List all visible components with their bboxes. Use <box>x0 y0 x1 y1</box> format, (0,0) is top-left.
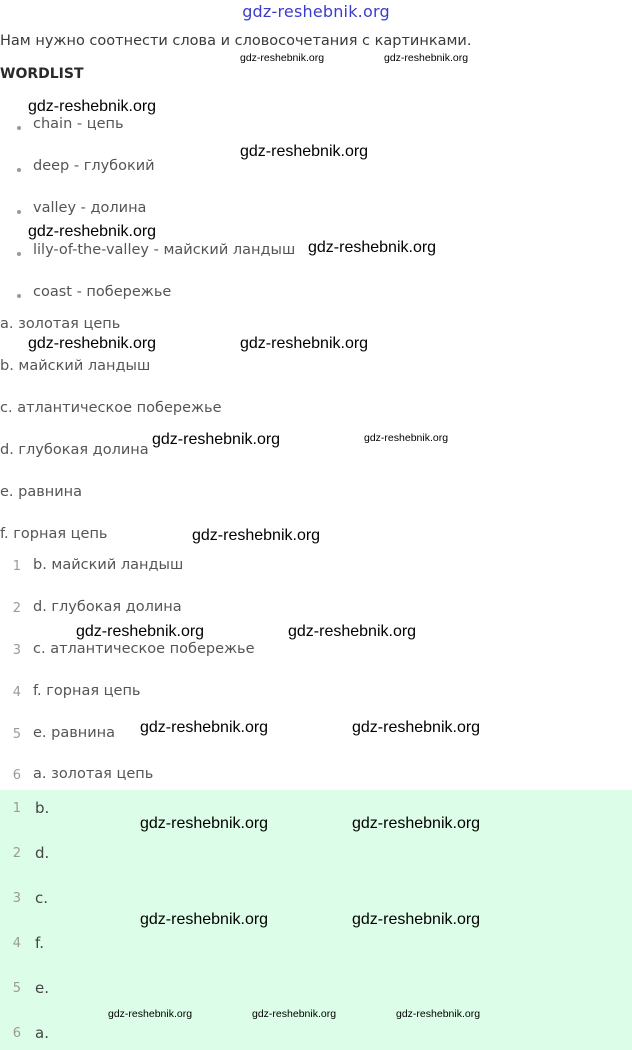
watermark: gdz-reshebnik.org <box>240 143 369 160</box>
watermark: gdz-reshebnik.org <box>288 623 417 640</box>
match-number: 5 <box>12 727 21 742</box>
site-title[interactable]: gdz-reshebnik.org <box>242 2 390 21</box>
watermark: gdz-reshebnik.org <box>396 1008 481 1020</box>
bullet-icon <box>17 294 21 298</box>
watermark: gdz-reshebnik.org <box>140 815 269 832</box>
watermark: gdz-reshebnik.org <box>28 335 157 352</box>
answer-number: 6 <box>12 1026 21 1041</box>
match-number: 4 <box>12 685 21 700</box>
watermark: gdz-reshebnik.org <box>352 911 481 928</box>
wordlist-item: valley - долина <box>33 200 147 216</box>
bullet-icon <box>17 126 21 130</box>
watermark: gdz-reshebnik.org <box>308 239 437 256</box>
watermark: gdz-reshebnik.org <box>108 1008 193 1020</box>
watermark: gdz-reshebnik.org <box>352 719 481 736</box>
match-text: a. золотая цепь <box>33 766 154 782</box>
watermark: gdz-reshebnik.org <box>240 52 325 64</box>
wordlist-heading: WORDLIST <box>0 66 84 82</box>
watermark: gdz-reshebnik.org <box>240 335 369 352</box>
answer-number: 4 <box>12 936 21 951</box>
answer-number: 2 <box>12 846 21 861</box>
match-text: d. глубокая долина <box>33 599 182 615</box>
watermark: gdz-reshebnik.org <box>28 98 157 115</box>
option-c: c. атлантическое побережье <box>0 400 222 416</box>
option-a: a. золотая цепь <box>0 316 121 332</box>
watermark: gdz-reshebnik.org <box>140 719 269 736</box>
wordlist-item: lily-of-the-valley - майский ландыш <box>33 242 296 258</box>
wordlist-item: deep - глубокий <box>33 158 155 174</box>
option-d: d. глубокая долина <box>0 442 149 458</box>
match-number: 6 <box>12 768 21 783</box>
watermark: gdz-reshebnik.org <box>252 1008 337 1020</box>
match-number: 1 <box>12 559 21 574</box>
match-number: 3 <box>12 643 21 658</box>
answer-number: 1 <box>12 801 21 816</box>
bullet-icon <box>17 252 21 256</box>
watermark: gdz-reshebnik.org <box>140 911 269 928</box>
answer-number: 5 <box>12 981 21 996</box>
answer-letter: e. <box>35 979 49 997</box>
match-text: e. равнина <box>33 725 116 741</box>
answer-letter: a. <box>35 1024 49 1042</box>
match-text: f. горная цепь <box>33 683 141 699</box>
option-f: f. горная цепь <box>0 526 108 542</box>
watermark: gdz-reshebnik.org <box>352 815 481 832</box>
watermark: gdz-reshebnik.org <box>364 432 449 444</box>
bullet-icon <box>17 168 21 172</box>
wordlist-item: chain - цепь <box>33 116 124 132</box>
answer-letter: d. <box>35 844 50 862</box>
watermark: gdz-reshebnik.org <box>76 623 205 640</box>
task-intro: Нам нужно соотнести слова и словосочетания с картинками. <box>0 33 472 49</box>
match-text: c. атлантическое побережье <box>33 641 255 657</box>
answer-letter: f. <box>35 934 44 952</box>
watermark: gdz-reshebnik.org <box>152 431 281 448</box>
option-b: b. майский ландыш <box>0 358 151 374</box>
option-e: e. равнина <box>0 484 83 500</box>
watermark: gdz-reshebnik.org <box>192 527 321 544</box>
wordlist-item: coast - побережье <box>33 284 172 300</box>
watermark: gdz-reshebnik.org <box>28 223 157 240</box>
match-text: b. майский ландыш <box>33 557 184 573</box>
answer-number: 3 <box>12 891 21 906</box>
answer-letter: c. <box>35 889 49 907</box>
bullet-icon <box>17 210 21 214</box>
match-number: 2 <box>12 601 21 616</box>
answer-letter: b. <box>35 799 50 817</box>
watermark: gdz-reshebnik.org <box>384 52 469 64</box>
